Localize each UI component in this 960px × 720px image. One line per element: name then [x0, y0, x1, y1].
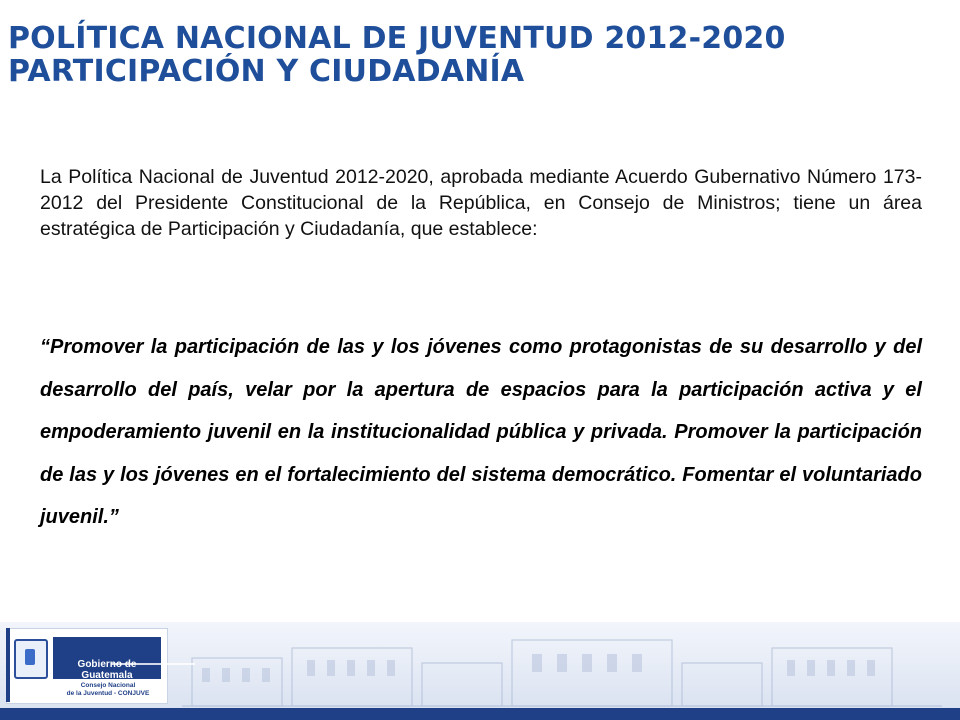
- logo-stripe: [6, 628, 10, 702]
- policy-quote: “Promover la participación de las y los jóvenes como protagonistas de su desarrollo y del desarrollo del país, velar por la apertura de espacios para la participación activa y el empoderamiento juvenil en la institucionalidad pública y privada. Promover la participación de las y los jóvenes en el fortalecimiento del sistema democrático. Fomentar el voluntariado juvenil.”: [40, 336, 922, 528]
- national-palace-icon: [182, 628, 942, 708]
- guatemala-coat-of-arms-icon: [14, 639, 48, 679]
- conjuve-label: Consejo Nacional de la Juventud - CONJUVE: [66, 682, 150, 697]
- footer-bar: [0, 708, 960, 720]
- government-logo: [6, 628, 168, 704]
- page-title: [8, 22, 948, 88]
- title-line-1: POLÍTICA NACIONAL DE JUVENTUD 2012-2020: [8, 21, 786, 56]
- government-label: Gobierno de Guatemala: [77, 659, 137, 681]
- intro-paragraph: La Política Nacional de Juventud 2012-2020, aprobada mediante Acuerdo Gubernativo Número 173-2012 del Presidente Constitucional de la República, en Consejo de Ministros; tiene un área estratégica de Participación y Ciudadanía, que establece:: [40, 166, 922, 240]
- title-line-2: PARTICIPACIÓN Y CIUDADANÍA: [8, 54, 525, 89]
